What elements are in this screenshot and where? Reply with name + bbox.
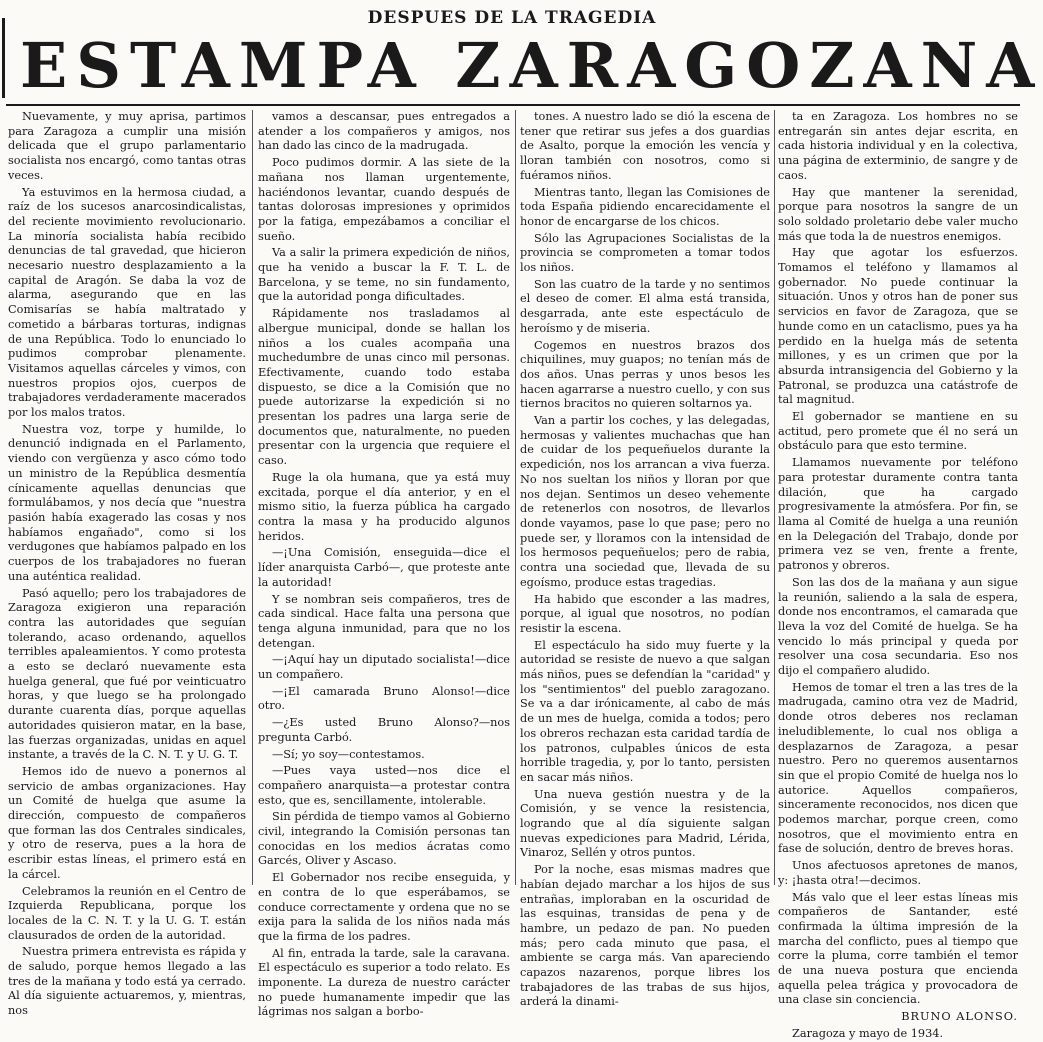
column-divider bbox=[252, 110, 253, 885]
article-paragraph: Una nueva gestión nuestra y de la Comisión, y se vence la resistencia, logrando que al día siguiente salgan nuevas expediciones para Madrid, Lérida, Vinaroz, Sellén y otros puntos. bbox=[520, 787, 770, 860]
dateline: Zaragoza y mayo de 1934. bbox=[792, 1026, 944, 1040]
article-paragraph: ta en Zaragoza. Los hombres no se entregarán sin antes dejar escrita, en cada historia individual y en la colectiva, una página de exterminio, de sangre y de caos. bbox=[778, 110, 1018, 182]
article-paragraph: Unos afectuosos apretones de manos, y: ¡hasta otra!—decimos. bbox=[778, 859, 1018, 887]
article-paragraph: Van a partir los coches, y las delegadas, hermosas y valientes muchachas que han de cuidar de los pequeñuelos durante la expedición, nos los arrancan a viva fuerza. No nos sueltan los niños y lloran por que nos dejan. Sentimos un deseo vehemente de retenerlos con nosotros, de llevarlos donde vayamos, pase lo que pase; pero no puede ser, y lloramos con la intensidad de los hermosos pequeñuelos; pero de rabia, contra una sociedad que, llevada de su egoísmo, produce estas tragedias. bbox=[520, 414, 770, 589]
article-paragraph: —¡El camarada Bruno Alonso!—dice otro. bbox=[258, 684, 510, 713]
headline: ESTAMPA ZARAGOZANA bbox=[20, 29, 1043, 102]
article-paragraph: Por la noche, esas mismas madres que habían dejado marchar a los hijos de sus entrañas, imploraban en la oscuridad de las esquinas, transidas de pena y de hambre, un pedazo de pan. No pueden más; pero cada minuto que pasa, el ambiente se carga más. Van apareciendo capazos nazarenos, porque libres los trabajadores de las trabas de sus hijos, arderá la dinami- bbox=[520, 863, 770, 1009]
article-column-4 bbox=[778, 110, 1018, 1040]
article-paragraph: Nuestra voz, torpe y humilde, lo denunció indignada en el Parlamento, viendo con vergüenza y asco cómo todo un ministro de la República desmentía cínicamente aquellas denuncias que formulábamos, y nos decía que "nuestra pasión había exagerado las cosas y nos habíamos engañado", como si los verdugones que habíamos palpado en los cuerpos de los trabajadores no fueran una auténtica realidad. bbox=[8, 422, 246, 583]
article-paragraph: El espectáculo ha sido muy fuerte y la autoridad se resiste de nuevo a que salgan más niños, pues se defendían la "caridad" y los "sentimientos" del pueblo zaragozano. Se va a dar irónicamente, al cabo de más de un mes de huelga, comida a todos; pero los obreros rechazan esta caridad tardía de los patronos, culpables únicos de esta horrible tragedia, y, por lo tanto, persisten en sacar más niños. bbox=[520, 638, 770, 784]
article-paragraph: Son las cuatro de la tarde y no sentimos el deseo de comer. El alma está transida, desgarrada, ante este espectáculo de heroísmo y de miseria. bbox=[520, 277, 770, 335]
article-paragraph: Llamamos nuevamente por teléfono para protestar duramente contra tanta dilación, que ha cargado progresivamente la atmósfera. Por fin, se llama al Comité de huelga a una reunión en la Delegación del Trabajo, donde por primera vez se ven, frente a frente, patronos y obreros. bbox=[778, 456, 1018, 573]
article-paragraph: —Sí; yo soy—contestamos. bbox=[272, 747, 425, 761]
article-paragraph: —¿Es usted Bruno Alonso?—nos pregunta Carbó. bbox=[258, 716, 510, 744]
article-paragraph: Son las dos de la mañana y aun sigue la reunión, saliendo a la sala de espera, donde nos encontramos, el camarada que lleva la voz del Comité de huelga. Se ha vencido lo más principal y queda por resolver una cosa secundaria. Eso nos dijo el compañero aludido. bbox=[778, 575, 1018, 678]
article-paragraph: —¡Aquí hay un diputado socialista!—dice un compañero. bbox=[258, 653, 510, 682]
article-paragraph: Va a salir la primera expedición de niños, que ha venido a buscar la F. T. L. de Barcelona, y se teme, no sin fundamento, que la autoridad ponga dificultades. bbox=[258, 246, 510, 304]
article-paragraph: Hemos de tomar el tren a las tres de la madrugada, camino otra vez de Madrid, donde otros deberes nos reclaman ineludiblemente, lo cual nos obliga a desplazarnos de Zaragoza, a pesar nuestro. Pero no queremos ausentarnos sin que el propio Comité de huelga nos lo autorice. Aquellos compañeros, sinceramente reconocidos, nos dicen que podemos marchar, porque creen, como nosotros, que el movimiento entra en fase de solución, dentro de breves horas. bbox=[778, 680, 1018, 856]
article-paragraph: Ha habido que esconder a las madres, porque, al igual que nosotros, no podían resistir la escena. bbox=[520, 592, 770, 635]
article-paragraph: Cogemos en nuestros brazos dos chiquilines, muy guapos; no tenían más de dos años. Unas perras y unos besos les hacen agarrarse a nuestro cuello, y con sus tiernos bracitos no quieren soltarnos ya. bbox=[520, 338, 770, 411]
article-paragraph: Nuestra primera entrevista es rápida y de saludo, porque hemos llegado a las tres de la mañana y todo está ya cerrado. Al día siguiente actuaremos, y, mientras, nos bbox=[8, 945, 246, 1018]
article-paragraph: tones. A nuestro lado se dió la escena de tener que retirar sus jefes a dos guardias de Asalto, porque la emoción les vencía y lloran también con nosotros, como si fuéramos niños. bbox=[520, 110, 770, 182]
article-paragraph: Rápidamente nos trasladamos al albergue municipal, donde se hallan los niños a los cuales acompaña una muchedumbre de unas cinco mil personas. Efectivamente, cuando todo estaba dispuesto, se dice a la Comisión que no puede autorizarse la expedición si no presentan los padres una larga serie de documentos que, naturalmente, no pueden presentar con la urgencia que requiere el caso. bbox=[258, 307, 510, 468]
article-column-1 bbox=[8, 110, 246, 1018]
article-paragraph: Pasó aquello; pero los trabajadores de Zaragoza exigieron una reparación contra las autoridades que seguían tolerando, acaso ordenando, aquellos terribles apaleamientos. Y como protesta a esto se declaró nuevamente esta huelga general, que fué por veinticuatro horas, y que luego se ha prolongado durante cuarenta días, porque aquellas autoridades quisieron matar, en la base, las fuerzas organizadas, unidas en aquel instante, a través de la C. N. T. y U. G. T. bbox=[8, 586, 246, 762]
author-signature: BRUNO ALONSO. bbox=[901, 1010, 1018, 1024]
article-paragraph: Nuevamente, y muy aprisa, partimos para Zaragoza a cumplir una misión delicada que el grupo parlamentario socialista nos encargó, como tantas otras veces. bbox=[8, 110, 246, 182]
article-paragraph: Sin pérdida de tiempo vamos al Gobierno civil, integrando la Comisión personas tan conocidas en los medios ácratas como Garcés, Oliver y Ascaso. bbox=[258, 810, 510, 868]
headline-rule bbox=[6, 104, 1020, 106]
column-divider bbox=[774, 110, 775, 885]
column-4-body bbox=[778, 110, 1018, 1008]
article-paragraph: Poco pudimos dormir. A las siete de la mañana nos llaman urgentemente, haciéndonos levantar, cuando después de tantas dolorosas impresiones y oprimidos por la fatiga, empezábamos a conciliar el sueño. bbox=[258, 156, 510, 243]
article-column-2 bbox=[258, 110, 510, 1019]
article-paragraph: El Gobernador nos recibe enseguida, y en contra de lo que esperábamos, se conduce correctamente y ordena que no se exija para la salida de los niños nada más que la firma de los padres. bbox=[258, 871, 510, 943]
column-border-left bbox=[2, 18, 5, 98]
article-paragraph: Mientras tanto, llegan las Comisiones de toda España pidiendo encarecidamente el honor de encargarse de los chicos. bbox=[520, 185, 770, 228]
article-paragraph: Hay que mantener la serenidad, porque para nosotros la sangre de un solo soldado proletario debe valer mucho más que toda la de nuestros enemigos. bbox=[778, 185, 1018, 243]
article-paragraph: —Pues vaya usted—nos dice el compañero anarquista—a protestar contra esto, que es, sencillamente, intolerable. bbox=[258, 764, 510, 807]
article-column-3 bbox=[520, 110, 770, 1009]
article-paragraph: Celebramos la reunión en el Centro de Izquierda Republicana, porque los locales de la C. N. T. y la U. G. T. están clausurados de orden de la autoridad. bbox=[8, 884, 246, 942]
kicker-heading: DESPUES DE LA TRAGEDIA bbox=[367, 8, 657, 28]
article-paragraph: Ya estuvimos en la hermosa ciudad, a raíz de los sucesos anarcosindicalistas, del reciente movimiento revolucionario. La minoría socialista había recibido denuncias de tal gravedad, que hicieron necesario nuestro desplazamiento a la capital de Aragón. Se daba la voz de alarma, asegurando que en las Comisarías se había maltratado y cometido a bárbaras torturas, indignas de una República. Todo lo enunciado lo pudimos comprobar plenamente. Visitamos aquellas cárceles y vimos, con nuestros propios ojos, cuerpos de trabajadores verdaderamente macerados por los malos tratos. bbox=[8, 185, 246, 420]
article-paragraph: Hay que agotar los esfuerzos. Tomamos el teléfono y llamamos al gobernador. No puede continuar la situación. Unos y otros han de poner sus servicios en favor de Zaragoza, que se hunde como en un cataclismo, pues ya ha perdido en la huelga más de setenta millones, y es un crimen que por la absurda intransigencia del Gobierno y la Patronal, se produzca una catástrofe de tal magnitud. bbox=[778, 246, 1018, 407]
article-paragraph: Al fin, entrada la tarde, sale la caravana. El espectáculo es superior a todo relato. Es imponente. La dureza de nuestro carácter no puede humanamente impedir que las lágrimas nos salgan a borbo- bbox=[258, 946, 510, 1019]
article-paragraph: Y se nombran seis compañeros, tres de cada sindical. Hace falta una persona que tenga alguna inmunidad, para que no los detengan. bbox=[258, 592, 510, 650]
article-paragraph: vamos a descansar, pues entregados a atender a los compañeros y amigos, nos han dado las cinco de la madrugada. bbox=[258, 110, 510, 153]
article-paragraph: Ruge la ola humana, que ya está muy excitada, porque el día anterior, y en el mismo sitio, la fuerza pública ha cargado contra la masa y ha producido algunos heridos. bbox=[258, 470, 510, 543]
article-paragraph: Sólo las Agrupaciones Socialistas de la provincia se comprometen a tomar todos los niños. bbox=[520, 231, 770, 275]
article-paragraph: —¡Una Comisión, enseguida—dice el líder anarquista Carbó—, que proteste ante la autoridad! bbox=[258, 546, 510, 589]
article-paragraph: El gobernador se mantiene en su actitud, pero promete que él no será un obstáculo para que esto termine. bbox=[778, 410, 1018, 453]
article-paragraph: Hemos ido de nuevo a ponernos al servicio de ambas organizaciones. Hay un Comité de huelga que asume la dirección, compuesto de compañeros que forman las dos Centrales sindicales, y otro de reserva, pues a la hora de escribir estas líneas, el primero está en la cárcel. bbox=[8, 764, 246, 881]
column-divider bbox=[515, 110, 516, 885]
article-paragraph: Más valo que el leer estas líneas mis compañeros de Santander, esté confirmada la última impresión de la marcha del conflicto, pues al tiempo que corre la pluma, corre también el temor de una nueva postura que encienda aquella pelea trágica y provocadora de una clase sin conciencia. bbox=[778, 890, 1018, 1007]
